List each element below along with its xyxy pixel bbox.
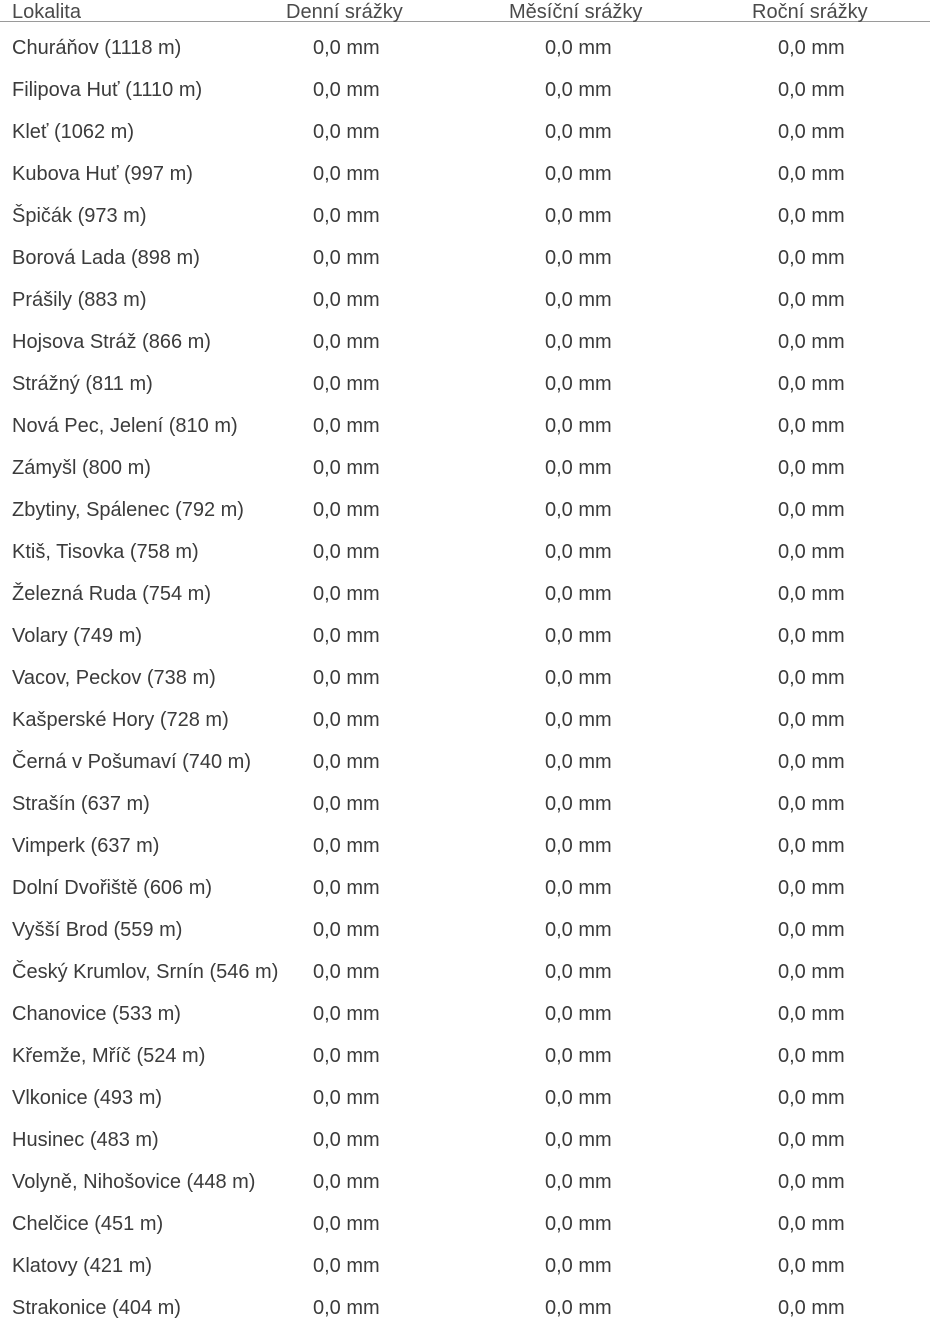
cell-daily: 0,0 mm bbox=[313, 709, 380, 731]
cell-monthly: 0,0 mm bbox=[545, 331, 612, 353]
cell-location: Volyně, Nihošovice (448 m) bbox=[12, 1171, 256, 1193]
cell-daily: 0,0 mm bbox=[313, 583, 380, 605]
cell-yearly: 0,0 mm bbox=[778, 583, 845, 605]
table-row bbox=[0, 190, 930, 232]
cell-monthly: 0,0 mm bbox=[545, 1171, 612, 1193]
cell-location: Křemže, Mříč (524 m) bbox=[12, 1045, 206, 1067]
cell-yearly: 0,0 mm bbox=[778, 289, 845, 311]
table-row bbox=[0, 610, 930, 652]
cell-location: Kašperské Hory (728 m) bbox=[12, 709, 229, 731]
table-row bbox=[0, 946, 930, 988]
cell-yearly: 0,0 mm bbox=[778, 961, 845, 983]
cell-yearly: 0,0 mm bbox=[778, 667, 845, 689]
cell-monthly: 0,0 mm bbox=[545, 163, 612, 185]
table-row bbox=[0, 1240, 930, 1282]
table-row bbox=[0, 694, 930, 736]
cell-location: Chanovice (533 m) bbox=[12, 1003, 181, 1025]
cell-location: Prášily (883 m) bbox=[12, 289, 147, 311]
cell-monthly: 0,0 mm bbox=[545, 1087, 612, 1109]
cell-daily: 0,0 mm bbox=[313, 835, 380, 857]
cell-monthly: 0,0 mm bbox=[545, 667, 612, 689]
column-header-monthly: Měsíční srážky bbox=[509, 1, 643, 23]
table-row bbox=[0, 862, 930, 904]
cell-monthly: 0,0 mm bbox=[545, 499, 612, 521]
cell-yearly: 0,0 mm bbox=[778, 499, 845, 521]
cell-yearly: 0,0 mm bbox=[778, 1213, 845, 1235]
cell-daily: 0,0 mm bbox=[313, 625, 380, 647]
cell-yearly: 0,0 mm bbox=[778, 37, 845, 59]
table-row bbox=[0, 400, 930, 442]
cell-location: Zbytiny, Spálenec (792 m) bbox=[12, 499, 244, 521]
cell-location: Chelčice (451 m) bbox=[12, 1213, 164, 1235]
cell-monthly: 0,0 mm bbox=[545, 919, 612, 941]
cell-daily: 0,0 mm bbox=[313, 499, 380, 521]
cell-daily: 0,0 mm bbox=[313, 1171, 380, 1193]
cell-daily: 0,0 mm bbox=[313, 415, 380, 437]
column-header-yearly: Roční srážky bbox=[752, 1, 868, 23]
cell-yearly: 0,0 mm bbox=[778, 1255, 845, 1277]
cell-location: Strážný (811 m) bbox=[12, 373, 153, 395]
cell-monthly: 0,0 mm bbox=[545, 121, 612, 143]
cell-monthly: 0,0 mm bbox=[545, 1129, 612, 1151]
cell-daily: 0,0 mm bbox=[313, 1297, 380, 1319]
cell-location: Hojsova Stráž (866 m) bbox=[12, 331, 211, 353]
table-row bbox=[0, 652, 930, 694]
table-row bbox=[0, 568, 930, 610]
table-row bbox=[0, 1030, 930, 1072]
cell-yearly: 0,0 mm bbox=[778, 709, 845, 731]
cell-location: Borová Lada (898 m) bbox=[12, 247, 200, 269]
cell-daily: 0,0 mm bbox=[313, 373, 380, 395]
cell-yearly: 0,0 mm bbox=[778, 163, 845, 185]
cell-daily: 0,0 mm bbox=[313, 793, 380, 815]
cell-location: Nová Pec, Jelení (810 m) bbox=[12, 415, 238, 437]
cell-yearly: 0,0 mm bbox=[778, 247, 845, 269]
cell-monthly: 0,0 mm bbox=[545, 751, 612, 773]
cell-monthly: 0,0 mm bbox=[545, 37, 612, 59]
table-row bbox=[0, 106, 930, 148]
cell-monthly: 0,0 mm bbox=[545, 877, 612, 899]
cell-daily: 0,0 mm bbox=[313, 877, 380, 899]
table-row bbox=[0, 526, 930, 568]
cell-monthly: 0,0 mm bbox=[545, 709, 612, 731]
cell-yearly: 0,0 mm bbox=[778, 121, 845, 143]
table-row bbox=[0, 1114, 930, 1156]
table-row bbox=[0, 442, 930, 484]
table-body bbox=[0, 22, 930, 1324]
cell-location: Husinec (483 m) bbox=[12, 1129, 159, 1151]
cell-location: Vimperk (637 m) bbox=[12, 835, 160, 857]
cell-monthly: 0,0 mm bbox=[545, 1003, 612, 1025]
cell-monthly: 0,0 mm bbox=[545, 247, 612, 269]
cell-location: Černá v Pošumaví (740 m) bbox=[12, 751, 251, 773]
cell-daily: 0,0 mm bbox=[313, 163, 380, 185]
cell-location: Vyšší Brod (559 m) bbox=[12, 919, 183, 941]
cell-daily: 0,0 mm bbox=[313, 1213, 380, 1235]
table-row bbox=[0, 22, 930, 64]
cell-monthly: 0,0 mm bbox=[545, 1213, 612, 1235]
cell-yearly: 0,0 mm bbox=[778, 1087, 845, 1109]
cell-yearly: 0,0 mm bbox=[778, 919, 845, 941]
cell-daily: 0,0 mm bbox=[313, 331, 380, 353]
cell-yearly: 0,0 mm bbox=[778, 835, 845, 857]
table-row bbox=[0, 1072, 930, 1114]
cell-yearly: 0,0 mm bbox=[778, 205, 845, 227]
cell-location: Železná Ruda (754 m) bbox=[12, 583, 211, 605]
cell-daily: 0,0 mm bbox=[313, 1003, 380, 1025]
cell-monthly: 0,0 mm bbox=[545, 961, 612, 983]
cell-monthly: 0,0 mm bbox=[545, 373, 612, 395]
cell-location: Volary (749 m) bbox=[12, 625, 143, 647]
cell-yearly: 0,0 mm bbox=[778, 625, 845, 647]
cell-monthly: 0,0 mm bbox=[545, 1297, 612, 1319]
column-header-daily: Denní srážky bbox=[286, 1, 403, 23]
cell-location: Špičák (973 m) bbox=[12, 205, 147, 227]
table-row bbox=[0, 988, 930, 1030]
cell-monthly: 0,0 mm bbox=[545, 625, 612, 647]
cell-location: Strakonice (404 m) bbox=[12, 1297, 181, 1319]
cell-daily: 0,0 mm bbox=[313, 457, 380, 479]
cell-daily: 0,0 mm bbox=[313, 1129, 380, 1151]
cell-daily: 0,0 mm bbox=[313, 667, 380, 689]
cell-daily: 0,0 mm bbox=[313, 1045, 380, 1067]
table-row bbox=[0, 736, 930, 778]
table-row bbox=[0, 148, 930, 190]
cell-yearly: 0,0 mm bbox=[778, 751, 845, 773]
cell-daily: 0,0 mm bbox=[313, 541, 380, 563]
cell-location: Klatovy (421 m) bbox=[12, 1255, 153, 1277]
cell-location: Kleť (1062 m) bbox=[12, 121, 134, 143]
table-row bbox=[0, 316, 930, 358]
cell-daily: 0,0 mm bbox=[313, 121, 380, 143]
cell-yearly: 0,0 mm bbox=[778, 1003, 845, 1025]
cell-monthly: 0,0 mm bbox=[545, 457, 612, 479]
cell-daily: 0,0 mm bbox=[313, 919, 380, 941]
cell-monthly: 0,0 mm bbox=[545, 793, 612, 815]
cell-location: Kubova Huť (997 m) bbox=[12, 163, 193, 185]
cell-monthly: 0,0 mm bbox=[545, 415, 612, 437]
table-header bbox=[0, 0, 930, 22]
cell-location: Ktiš, Tisovka (758 m) bbox=[12, 541, 199, 563]
cell-monthly: 0,0 mm bbox=[545, 289, 612, 311]
cell-monthly: 0,0 mm bbox=[545, 79, 612, 101]
cell-yearly: 0,0 mm bbox=[778, 79, 845, 101]
cell-location: Vlkonice (493 m) bbox=[12, 1087, 163, 1109]
cell-monthly: 0,0 mm bbox=[545, 583, 612, 605]
cell-daily: 0,0 mm bbox=[313, 37, 380, 59]
cell-yearly: 0,0 mm bbox=[778, 1297, 845, 1319]
cell-yearly: 0,0 mm bbox=[778, 793, 845, 815]
table-row bbox=[0, 1156, 930, 1198]
table-row bbox=[0, 1198, 930, 1240]
cell-yearly: 0,0 mm bbox=[778, 541, 845, 563]
cell-yearly: 0,0 mm bbox=[778, 877, 845, 899]
cell-daily: 0,0 mm bbox=[313, 79, 380, 101]
table-row bbox=[0, 358, 930, 400]
cell-location: Zámyšl (800 m) bbox=[12, 457, 151, 479]
cell-monthly: 0,0 mm bbox=[545, 1255, 612, 1277]
cell-location: Český Krumlov, Srnín (546 m) bbox=[12, 961, 279, 983]
cell-daily: 0,0 mm bbox=[313, 1087, 380, 1109]
cell-location: Filipova Huť (1110 m) bbox=[12, 79, 203, 101]
cell-yearly: 0,0 mm bbox=[778, 457, 845, 479]
table-row bbox=[0, 484, 930, 526]
cell-monthly: 0,0 mm bbox=[545, 835, 612, 857]
cell-monthly: 0,0 mm bbox=[545, 1045, 612, 1067]
cell-daily: 0,0 mm bbox=[313, 247, 380, 269]
cell-yearly: 0,0 mm bbox=[778, 415, 845, 437]
cell-location: Vacov, Peckov (738 m) bbox=[12, 667, 216, 689]
table-row bbox=[0, 904, 930, 946]
cell-yearly: 0,0 mm bbox=[778, 331, 845, 353]
cell-yearly: 0,0 mm bbox=[778, 1129, 845, 1151]
cell-daily: 0,0 mm bbox=[313, 1255, 380, 1277]
table-row bbox=[0, 274, 930, 316]
table-row bbox=[0, 232, 930, 274]
cell-location: Strašín (637 m) bbox=[12, 793, 150, 815]
cell-yearly: 0,0 mm bbox=[778, 1171, 845, 1193]
column-header-location: Lokalita bbox=[12, 1, 81, 23]
cell-yearly: 0,0 mm bbox=[778, 1045, 845, 1067]
cell-monthly: 0,0 mm bbox=[545, 205, 612, 227]
table-row bbox=[0, 1282, 930, 1324]
cell-daily: 0,0 mm bbox=[313, 205, 380, 227]
table-row bbox=[0, 64, 930, 106]
cell-daily: 0,0 mm bbox=[313, 751, 380, 773]
table-row bbox=[0, 778, 930, 820]
cell-location: Dolní Dvořiště (606 m) bbox=[12, 877, 213, 899]
table-row bbox=[0, 820, 930, 862]
cell-location: Churáňov (1118 m) bbox=[12, 37, 182, 59]
cell-monthly: 0,0 mm bbox=[545, 541, 612, 563]
cell-daily: 0,0 mm bbox=[313, 961, 380, 983]
cell-yearly: 0,0 mm bbox=[778, 373, 845, 395]
cell-daily: 0,0 mm bbox=[313, 289, 380, 311]
